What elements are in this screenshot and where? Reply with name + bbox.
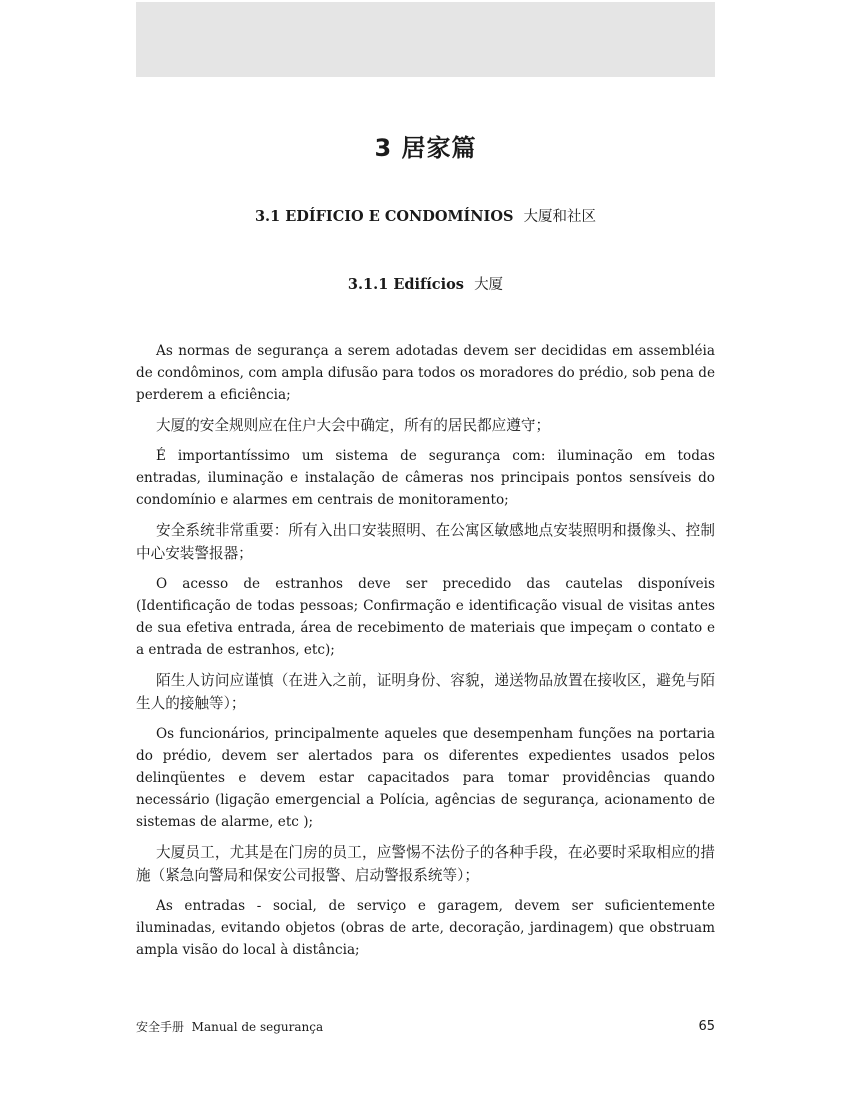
paragraph: As entradas - social, de serviço e garagem, devem ser suficientemente iluminadas, evitando objetos (obras de arte, decoração, jardinagem) que obstruam ampla visão do local à distância; bbox=[136, 898, 715, 958]
section-title-pt: 3.1 EDÍFICIO E CONDOMÍNIOS bbox=[254, 208, 514, 225]
body-text bbox=[136, 340, 715, 969]
subsection-title-cn: 大厦 bbox=[474, 277, 504, 293]
paragraph-cn: 大厦员工，尤其是在门房的员工，应警惕不法份子的各种手段，在必要时采取相应的措施（紧急向警局和保安公司报警、启动警报系统等）； bbox=[136, 844, 715, 884]
footer-book-title-pt: Manual de segurança bbox=[191, 1020, 324, 1034]
paragraph: O acesso de estranhos deve ser precedido das cautelas disponíveis (Identificação de todas pessoas; Confirmação e identificação visual de visitas antes de sua efetiva entrada, área de recebimento de materiais que impeçam o contato e a entrada de estranhos, etc); bbox=[136, 576, 715, 658]
paragraph-cn: 大厦的安全规则应在住户大会中确定，所有的居民都应遵守； bbox=[156, 417, 551, 434]
paragraph-cn: 安全系统非常重要：所有入出口安装照明、在公寓区敏感地点安装照明和摄像头、控制中心安装警报器； bbox=[136, 522, 715, 562]
footer-book-title bbox=[136, 1018, 323, 1035]
paragraph-cn: 陌生人访问应谨慎（在进入之前，证明身份、容貌，递送物品放置在接收区，避免与陌生人的接触等）； bbox=[136, 672, 715, 712]
page-number: 65 bbox=[698, 1019, 715, 1034]
section-title bbox=[136, 205, 715, 226]
footer-book-title-cn: 安全手册 bbox=[136, 1020, 185, 1034]
paragraph: Os funcionários, principalmente aqueles que desempenham funções na portaria do prédio, devem ser alertados para os diferentes expedientes usados pelos delinqüentes e devem estar capacitados para tomar providências quando necessário (ligação emergencial a Polícia, agências de segurança, acionamento de sistemas de alarme, etc ); bbox=[136, 726, 715, 830]
section-title-cn: 大厦和社区 bbox=[523, 209, 597, 225]
subsection-title-pt: 3.1.1 Edifícios bbox=[347, 276, 464, 293]
chapter-title: 3 居家篇 bbox=[374, 134, 477, 162]
subsection-title bbox=[136, 273, 715, 294]
paragraph: As normas de segurança a serem adotadas devem ser decididas em assembléia de condôminos, com ampla difusão para todos os moradores do prédio, sob pena de perderem a eficiência; bbox=[136, 343, 715, 403]
header-band bbox=[136, 2, 715, 77]
paragraph: É importantíssimo um sistema de segurança com: iluminação em todas entradas, iluminação e instalação de câmeras nos principais pontos sensíveis do condomínio e alarmes em centrais de monitoramento; bbox=[136, 448, 715, 508]
